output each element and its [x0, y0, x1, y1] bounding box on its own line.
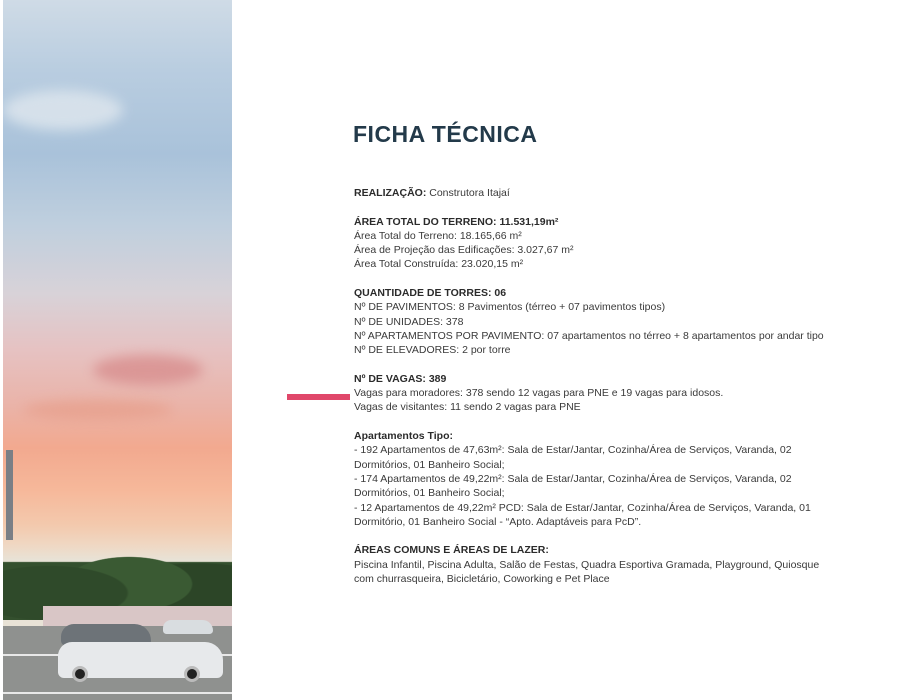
car-white [58, 642, 223, 678]
terreno-line: Área Total Construída: 23.020,15 m² [354, 258, 524, 271]
terreno-line: Área de Projeção das Edificações: 3.027,67 m² [354, 244, 574, 257]
technical-sheet [354, 186, 864, 586]
lazer-line: Piscina Infantil, Piscina Adulta, Salão de Festas, Quadra Esportiva Gramada, Playground, Quiosque [354, 558, 820, 571]
vagas-line: Vagas de visitantes: 11 sendo 2 vagas para PNE [354, 401, 581, 414]
accent-bar [287, 394, 350, 400]
sunset-building-photo [3, 0, 232, 700]
apartamentos-heading: Apartamentos Tipo: [354, 430, 453, 443]
apartamentos-line: - 12 Apartamentos de 49,22m² PCD: Sala de Estar/Jantar, Cozinha/Área de Serviços, Varanda, 01 [354, 501, 811, 514]
torres-line: Nº DE UNIDADES: 378 [354, 315, 464, 328]
lazer-heading: ÁREAS COMUNS E ÁREAS DE LAZER: [354, 544, 549, 557]
apartamentos-line: Dormitório, 01 Banheiro Social - “Apto. Adaptáveis para PcD”. [354, 515, 642, 528]
light-pole [6, 450, 13, 540]
apartamentos-line: - 192 Apartamentos de 47,63m²: Sala de Estar/Jantar, Cozinha/Área de Serviços, Varanda, 02 [354, 444, 792, 457]
torres-line: Nº DE PAVIMENTOS: 8 Pavimentos (térreo + 07 pavimentos tipos) [354, 301, 666, 314]
apartamentos-line: Dormitórios, 01 Banheiro Social; [354, 458, 505, 471]
realizacao-line [354, 186, 864, 200]
terreno-heading: ÁREA TOTAL DO TERRENO: 11.531,19m² [354, 215, 559, 228]
apartamentos-line: - 174 Apartamentos de 49,22m²: Sala de Estar/Jantar, Cozinha/Área de Serviços, Varanda, 02 [354, 472, 792, 485]
apartamentos-line: Dormitórios, 01 Banheiro Social; [354, 487, 505, 500]
lazer-line: com churrasqueira, Bicicletário, Coworking e Pet Place [354, 573, 610, 586]
vagas-line: Vagas para moradores: 378 sendo 12 vagas para PNE e 19 vagas para idosos. [354, 387, 724, 400]
vagas-heading: Nº DE VAGAS: 389 [354, 372, 447, 385]
torres-heading: QUANTIDADE DE TORRES: 06 [354, 287, 507, 300]
realizacao-label: REALIZAÇÃO: [354, 187, 427, 199]
torres-line: Nº APARTAMENTOS POR PAVIMENTO: 07 apartamentos no térreo + 8 apartamentos por andar tipo [354, 329, 824, 342]
terreno-line: Área Total do Terreno: 18.165,66 m² [354, 229, 522, 242]
realizacao-value: Construtora Itajaí [429, 187, 510, 199]
torres-line: Nº DE ELEVADORES: 2 por torre [354, 344, 511, 357]
page-title: FICHA TÉCNICA [353, 121, 538, 147]
car-small [163, 620, 213, 634]
